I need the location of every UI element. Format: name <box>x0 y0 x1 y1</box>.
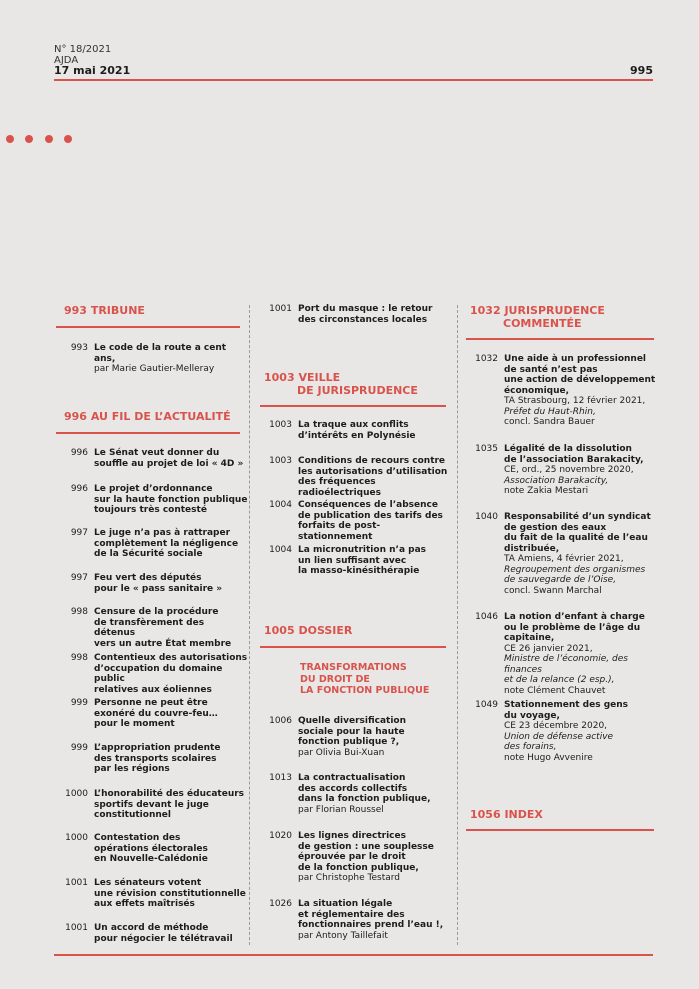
entry-author: par Olivia Bui-Xuan <box>298 747 385 758</box>
decorative-dot <box>25 135 33 143</box>
decorative-dot <box>6 135 14 143</box>
entry-page-number: 999 <box>70 698 88 708</box>
entry-title-line: des transports scolaires <box>94 753 217 764</box>
entry-title-line: aux effets maîtrisés <box>94 899 195 909</box>
page-number: 995 <box>630 64 653 77</box>
entry-title-line: Quelle diversification <box>298 716 407 726</box>
header-rule <box>54 79 653 81</box>
entry-body <box>298 716 406 758</box>
entry-court: TA Amiens, 4 février 2021, <box>504 554 624 564</box>
entry-party: Ministre de l’économie, des finances <box>504 654 628 675</box>
entry-title-line: Légalité de la dissolution <box>504 444 632 454</box>
journal-name: AJDA <box>54 55 79 66</box>
entry-title-line: Feu vert des députés <box>94 573 202 583</box>
entry-party: de sauvegarde de l’Oise, <box>504 575 617 585</box>
entry-title-line: forfaits de post-stationnement <box>298 521 381 542</box>
decorative-dot <box>45 135 53 143</box>
entry-title-line: Le projet d’ordonnance <box>94 484 213 494</box>
entry-title-line: pour le « pass sanitaire » <box>94 583 223 594</box>
entry-title-line: La notion d’enfant à charge <box>504 612 645 622</box>
entry-author: par Marie Gautier-Melleray <box>94 364 215 374</box>
entry-title-line: distribuée, <box>504 543 560 554</box>
entry-court: CE 23 décembre 2020, <box>504 721 608 731</box>
entry-body <box>94 528 238 560</box>
entry-body <box>94 448 243 469</box>
entry-title-line: sportifs devant le juge <box>94 799 209 810</box>
entry-body <box>298 500 452 542</box>
section-rule <box>260 646 446 648</box>
entry-party: des forains, <box>504 742 557 752</box>
entry-party: Préfet du Haut-Rhin, <box>504 406 596 417</box>
entry-title-line: des fréquences radioélectriques <box>298 477 381 498</box>
entry-title-line: du voyage, <box>504 710 560 721</box>
entry-title-line: Contestation des <box>94 833 181 843</box>
entry-title-line: pour le moment <box>94 719 175 729</box>
section-rule <box>56 326 240 328</box>
entry-page-number: 1035 <box>475 444 498 454</box>
entry-party: Union de défense active <box>504 731 614 742</box>
column-divider <box>249 305 250 945</box>
entry-title-line: de la Sécurité sociale <box>94 549 203 559</box>
entry-party: Regroupement des organismes <box>504 564 646 575</box>
entry-title-line: éprouvée par le droit <box>298 852 406 862</box>
entry-page-number: 1013 <box>269 773 292 783</box>
entry-title-line: Une aide à un professionnel <box>504 354 647 364</box>
entry-note: concl. Sandra Bauer <box>504 417 595 427</box>
entry-title-line: d’occupation du domaine public <box>94 663 223 684</box>
entry-page-number: 1004 <box>269 500 292 510</box>
entry-page-number: 998 <box>70 653 88 663</box>
entry-note: concl. Swann Marchal <box>504 585 602 596</box>
entry-title-line: souffle au projet de loi « 4D » <box>94 458 244 469</box>
section-index: 1056 INDEX <box>470 808 543 821</box>
entry-title-line: Les sénateurs votent <box>94 878 202 888</box>
entry-body <box>504 612 668 696</box>
entry-body <box>504 512 651 596</box>
entry-body <box>94 573 222 594</box>
entry-page-number: 1006 <box>269 716 292 726</box>
entry-page-number: 999 <box>70 743 88 753</box>
entry-title-line: de gestion : une souplesse <box>298 841 434 852</box>
entry-title-line: de gestion des eaux <box>504 522 607 533</box>
section-rule <box>466 338 654 340</box>
entry-title-line: d’intérêts en Polynésie <box>298 430 416 441</box>
entry-title-line: exonéré du couvre-feu… <box>94 708 218 719</box>
section-rule <box>466 829 654 831</box>
entry-page-number: 1001 <box>65 878 88 888</box>
entry-title-line: Le juge n’a pas à rattraper <box>94 528 231 538</box>
entry-title-line: dans la fonction publique, <box>298 794 431 804</box>
entry-title-line: fonctionnaires prend l’eau !, <box>298 920 444 930</box>
entry-title-line: vers un autre État membre <box>94 638 232 649</box>
entry-title-line: opérations électorales <box>94 843 208 854</box>
dossier-theme: TRANSFORMATIONS DU DROIT DE LA FONCTION PUBLIQUE <box>300 662 430 696</box>
entry-body <box>94 607 248 649</box>
entry-note: note Clément Chauvet <box>504 685 606 696</box>
entry-body <box>94 743 220 775</box>
entry-page-number: 1000 <box>65 833 88 843</box>
entry-title-line: La traque aux conflits <box>298 420 409 430</box>
entry-title-line: fonction publique ?, <box>298 737 400 747</box>
entry-page-number: 1000 <box>65 789 88 799</box>
entry-title-line: pour négocier le télétravail <box>94 933 233 944</box>
entry-title-line: un lien suffisant avec <box>298 555 407 566</box>
entry-title-line: de santé n’est pas <box>504 364 598 375</box>
entry-body <box>94 698 218 730</box>
entry-title-line: une révision constitutionnelle <box>94 888 246 899</box>
entry-body <box>94 343 248 375</box>
section-rule <box>260 405 446 407</box>
entry-title-line: des accords collectifs <box>298 783 408 794</box>
entry-title-line: Responsabilité d’un syndicat <box>504 512 651 522</box>
entry-title-line: Censure de la procédure <box>94 607 219 617</box>
section-veille: 1003 VEILLE DE JURISPRUDENCE <box>264 371 418 397</box>
entry-page-number: 1032 <box>475 354 498 364</box>
entry-page-number: 1003 <box>269 456 292 466</box>
column-divider <box>457 305 458 945</box>
entry-court: TA Strasbourg, 12 février 2021, <box>504 396 646 406</box>
entry-party: Association Barakacity, <box>504 475 609 486</box>
entry-page-number: 1003 <box>269 420 292 430</box>
entry-page-number: 1020 <box>269 831 292 841</box>
entry-title-line: Le code de la route a cent ans, <box>94 343 227 364</box>
entry-title-line: par les régions <box>94 764 170 774</box>
entry-title-line: Port du masque : le retour <box>298 304 433 314</box>
entry-title-line: Les lignes directrices <box>298 831 406 841</box>
entry-page-number: 1001 <box>65 923 88 933</box>
entry-page-number: 1001 <box>269 304 292 314</box>
entry-title-line: de publication des tarifs des <box>298 510 443 521</box>
entry-body <box>94 484 247 516</box>
entry-title-line: économique, <box>504 385 570 396</box>
section-actualite: 996 AU FIL DE L’ACTUALITÉ <box>64 410 231 423</box>
issue-date: 17 mai 2021 <box>54 64 131 77</box>
entry-author: par Florian Roussel <box>298 804 384 815</box>
entry-page-number: 1046 <box>475 612 498 622</box>
entry-body <box>504 444 644 497</box>
entry-body <box>94 923 233 944</box>
entry-title-line: complètement la négligence <box>94 538 239 549</box>
entry-title-line: les autorisations d’utilisation <box>298 466 448 477</box>
issue-number: N° 18/2021 <box>54 44 112 55</box>
entry-body <box>298 420 416 441</box>
entry-body <box>94 833 208 865</box>
entry-page-number: 997 <box>70 573 88 583</box>
entry-page-number: 996 <box>70 484 88 494</box>
entry-title-line: L’appropriation prudente <box>94 743 221 753</box>
entry-body <box>504 354 655 428</box>
entry-title-line: de transfèrement des détenus <box>94 617 205 638</box>
entry-title-line: La micronutrition n’a pas <box>298 545 427 555</box>
entry-body <box>298 773 431 815</box>
entry-page-number: 1026 <box>269 899 292 909</box>
decorative-dot <box>64 135 72 143</box>
entry-title-line: Le Sénat veut donner du <box>94 448 220 458</box>
entry-title-line: de l’association Barakacity, <box>504 454 644 465</box>
section-dossier: 1005 DOSSIER <box>264 624 353 637</box>
entry-title-line: relatives aux éoliennes <box>94 684 212 695</box>
entry-title-line: sociale pour la haute <box>298 726 405 737</box>
entry-court: CE, ord., 25 novembre 2020, <box>504 465 634 475</box>
entry-page-number: 1004 <box>269 545 292 555</box>
entry-body <box>298 545 426 577</box>
entry-page-number: 1049 <box>475 700 498 710</box>
entry-body <box>94 878 246 910</box>
entry-court: CE 26 janvier 2021, <box>504 643 593 654</box>
entry-title-line: Contentieux des autorisations <box>94 653 248 663</box>
entry-page-number: 998 <box>70 607 88 617</box>
section-rule <box>56 432 240 434</box>
entry-title-line: la masso-kinésithérapie <box>298 566 420 576</box>
entry-title-line: toujours très contesté <box>94 505 207 515</box>
entry-title-line: L’honorabilité des éducateurs <box>94 789 245 799</box>
entry-title-line: du fait de la qualité de l’eau <box>504 533 648 543</box>
entry-author: par Christophe Testard <box>298 873 401 883</box>
entry-party: et de la relance (2 esp.), <box>504 675 615 685</box>
entry-title-line: une action de développement <box>504 375 656 385</box>
entry-body <box>298 456 452 498</box>
entry-title-line: La contractualisation <box>298 773 406 783</box>
entry-body <box>298 831 434 884</box>
entry-body <box>298 899 443 941</box>
entry-title-line: constitutionnel <box>94 810 171 820</box>
entry-note: note Hugo Avvenire <box>504 752 593 763</box>
entry-title-line: Conséquences de l’absence <box>298 500 438 510</box>
entry-page-number: 993 <box>70 343 88 353</box>
entry-title-line: La situation légale <box>298 899 393 909</box>
entry-title-line: Un accord de méthode <box>94 923 209 933</box>
entry-body <box>298 304 432 325</box>
entry-title-line: et réglementaire des <box>298 909 405 920</box>
entry-title-line: sur la haute fonction publique <box>94 494 248 505</box>
entry-page-number: 996 <box>70 448 88 458</box>
section-jurisprudence: 1032 JURISPRUDENCE COMMENTÉE <box>470 304 605 330</box>
entry-page-number: 1040 <box>475 512 498 522</box>
entry-body <box>504 700 628 763</box>
entry-page-number: 997 <box>70 528 88 538</box>
entry-body <box>94 789 244 821</box>
entry-title-line: ou le problème de l’âge du <box>504 622 641 633</box>
entry-note: note Zakia Mestari <box>504 486 589 496</box>
entry-title-line: des circonstances locales <box>298 314 428 325</box>
entry-author: par Antony Taillefait <box>298 930 388 941</box>
entry-title-line: Personne ne peut être <box>94 698 208 708</box>
entry-title-line: capitaine, <box>504 633 555 643</box>
entry-title-line: Stationnement des gens <box>504 700 629 710</box>
footer-rule <box>54 954 653 956</box>
entry-title-line: de la fonction publique, <box>298 862 419 873</box>
entry-body <box>94 653 248 695</box>
section-tribune: 993 TRIBUNE <box>64 304 145 317</box>
entry-title-line: Conditions de recours contre <box>298 456 446 466</box>
entry-title-line: en Nouvelle-Calédonie <box>94 854 208 864</box>
